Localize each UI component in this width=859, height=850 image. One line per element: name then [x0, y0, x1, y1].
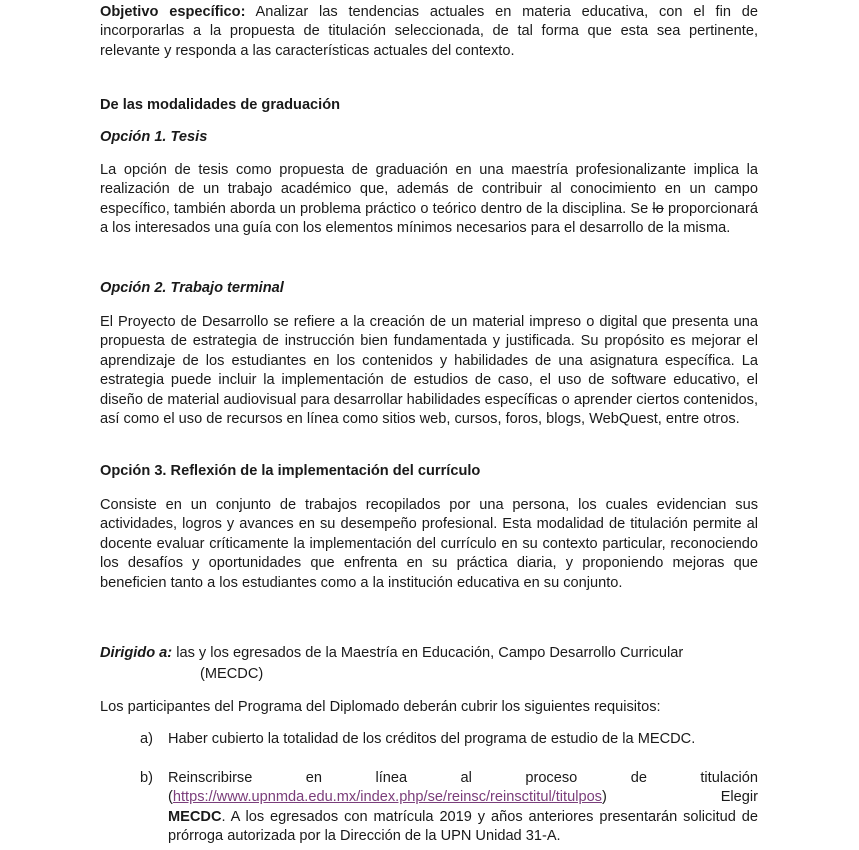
- requirement-b-line1: [168, 769, 758, 788]
- audience-line2: (MECDC): [200, 666, 264, 682]
- option1-struck-word: lo: [652, 200, 664, 217]
- modalities-heading: De las modalidades de graduación: [100, 97, 341, 113]
- requirement-b-rest: [168, 808, 758, 847]
- option1-title: Opción 1. Tesis: [100, 129, 208, 145]
- requirement-b-body: [168, 769, 758, 847]
- audience-label: Dirigido a:: [100, 645, 173, 661]
- option1-paragraph: [100, 161, 758, 239]
- objective-label: Objetivo específico:: [100, 4, 246, 20]
- audience-text: las y los egresados de la Maestría en Educación, Campo Desarrollo Curricular: [172, 645, 684, 661]
- word: al: [460, 770, 472, 786]
- option1-text-after: proporcionará a los interesados una guía con los elementos mínimos necesarios para el desarrollo de la misma.: [100, 200, 758, 237]
- paren-close: ): [601, 789, 607, 806]
- word: línea: [375, 770, 408, 786]
- mecdc-bold: MECDC: [168, 808, 222, 825]
- word: en: [305, 770, 323, 786]
- requirement-a-text: Haber cubierto la totalidad de los créditos del programa de estudio de la MECDC.: [168, 731, 696, 747]
- word: de: [630, 770, 647, 786]
- option3-title: Opción 3. Reflexión de la implementación del currículo: [100, 463, 481, 479]
- word: titulación: [700, 770, 758, 786]
- objective-text: Analizar las tendencias actuales en materia educativa, con el fin de incorporarlas a la propuesta de titulación seleccionada, de tal forma que esta sea pertinente, relevante y responda a las características actuales del contexto.: [100, 4, 758, 59]
- option1-text-before: La opción de tesis como propuesta de graduación en una maestría profesionalizante implica la realización de un trabajo académico que, además de contribuir al conocimiento en un campo específico, también aborda un problema práctico o teórico dentro de la disciplina. Se: [100, 162, 758, 217]
- option3-paragraph: Consiste en un conjunto de trabajos recopilados por una persona, los cuales evidencian sus actividades, logros y avances en su desempeño profesional. Esta modalidad de titulación permite al docente evaluar críticamente la implementación del currículo en su contexto particular, reconociendo los desafíos y oportunidades que enfrenta en su práctica diaria, y proponiendo mejoras que beneficien tanto a los estudiantes como a la institución educativa en su conjunto.: [100, 497, 758, 591]
- word: proceso: [525, 770, 578, 786]
- elegir-word: Elegir: [720, 789, 758, 806]
- option2-title: Opción 2. Trabajo terminal: [100, 280, 284, 296]
- titulation-link[interactable]: https://www.upnmda.edu.mx/index.php/se/reinsc/reinsctitul/titulpos: [172, 789, 602, 806]
- objective-paragraph: [100, 3, 758, 61]
- list-marker-b: b): [140, 770, 153, 786]
- list-marker-a: a): [140, 731, 153, 747]
- requirement-b-line2: [168, 788, 758, 807]
- option2-paragraph: El Proyecto de Desarrollo se refiere a la creación de un material impreso o digital que presenta una propuesta de estrategia de instrucción bien fundamentada y justificada. Su propósito es mejorar el aprendizaje de los estudiantes en los contenidos y habilidades de una asignatura específica. La estrategia puede incluir la implementación de estudios de caso, el uso de software educativo, el diseño de material audiovisual para desarrollar habilidades específicas o aprender ciertos contenidos, así como el uso de recursos en línea como sitios web, cursos, foros, blogs, WebQuest, entre otros.: [100, 314, 758, 428]
- audience-line1: [100, 644, 758, 663]
- word: Reinscribirse: [168, 770, 253, 786]
- paren-open: (: [168, 789, 173, 806]
- requirement-b-rest-text: . A los egresados con matrícula 2019 y años anteriores presentarán solicitud de prórroga autorizada por la Dirección de la UPN Unidad 31-A.: [168, 808, 758, 845]
- link-wrapper: [168, 788, 607, 807]
- requirements-intro: Los participantes del Programa del Diplomado deberán cubrir los siguientes requisitos:: [100, 699, 661, 715]
